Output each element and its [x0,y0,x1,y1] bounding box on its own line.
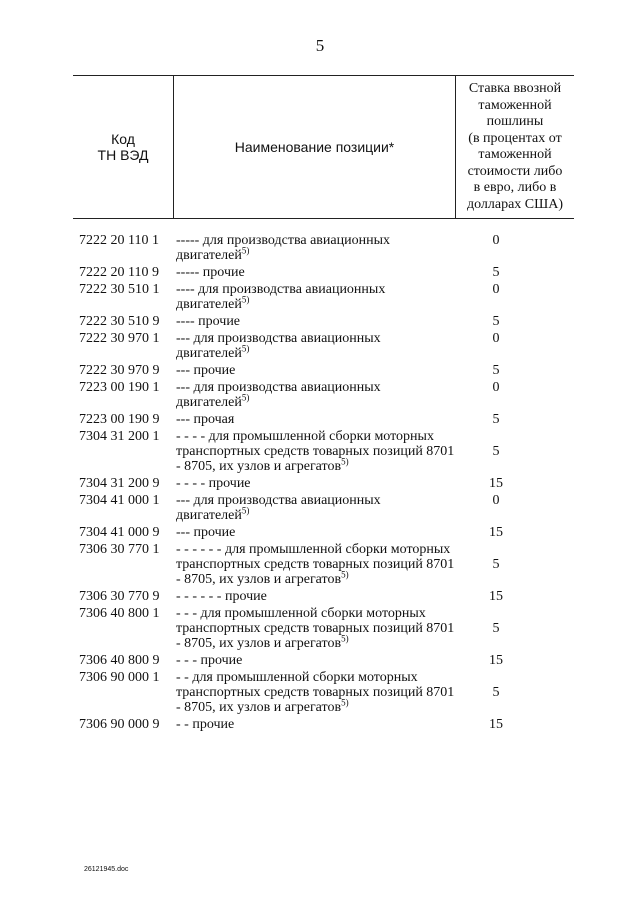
row-code: 7304 31 200 9 [79,476,160,491]
row-name-text: - - - прочие [176,653,243,668]
row-code: 7304 31 200 1 [79,429,160,444]
row-rate: 15 [489,653,503,668]
table-row [0,606,640,651]
row-rate: 15 [489,717,503,732]
row-name [176,542,456,587]
row-name [176,493,456,523]
row-name-text: --- для производства авиационных двигателей [176,331,381,361]
row-code: 7304 41 000 9 [79,525,160,540]
row-name-text: --- для производства авиационных двигателей [176,380,381,410]
table-row [0,493,640,523]
row-rate: 0 [492,233,500,248]
row-rate: 5 [492,363,500,378]
row-name [176,282,456,312]
row-name [176,653,456,668]
footnote-marker: 5) [241,505,250,516]
row-code: 7223 00 190 9 [79,412,160,427]
row-code: 7306 90 000 1 [79,670,160,685]
row-name-text: - - - - - - прочие [176,589,267,604]
row-rate: 15 [489,476,503,491]
table-row [0,363,640,378]
row-rate: 0 [492,331,500,346]
row-rate: 15 [489,525,503,540]
row-name [176,717,456,732]
row-code: 7223 00 190 1 [79,380,160,395]
footer-file-name: 26121945.doc [84,866,129,873]
row-name-text: - - для промышленной сборки моторных транспортных средств товарных позиций 8701 - 8705, их узлов и агрегатов [176,670,455,715]
row-name-text: ---- для производства авиационных двигателей [176,282,386,312]
table-row [0,670,640,715]
table-row [0,717,640,732]
row-rate: 0 [492,282,500,297]
row-rate: 15 [489,589,503,604]
table-row [0,380,640,410]
table-row [0,525,640,540]
row-name-text: - - - - для промышленной сборки моторных транспортных средств товарных позиций 8701 - 8705, их узлов и агрегатов [176,429,455,474]
row-name-text: ----- для производства авиационных двигателей [176,233,390,263]
row-name [176,670,456,715]
row-code: 7222 30 510 1 [79,282,160,297]
header-bottom-rule [73,218,574,219]
row-code: 7306 40 800 9 [79,653,160,668]
row-code: 7306 30 770 9 [79,589,160,604]
row-name-text: - - - для промышленной сборки моторных транспортных средств товарных позиций 8701 - 8705, их узлов и агрегатов [176,606,455,651]
row-rate: 0 [492,493,500,508]
table-row [0,542,640,587]
footnote-marker: 5) [341,697,349,708]
table-row [0,429,640,474]
row-name-text: ----- прочие [176,265,245,280]
row-name [176,331,456,361]
row-name-text: --- прочие [176,525,236,540]
row-name [176,589,456,604]
table-row [0,314,640,329]
footnote-marker: 5) [241,294,250,305]
row-name-text: --- прочая [176,412,235,427]
row-name [176,265,456,280]
footnote-marker: 5) [241,392,250,403]
row-code: 7222 20 110 9 [79,265,159,280]
footnote-marker: 5) [241,245,250,256]
row-code: 7304 41 000 1 [79,493,160,508]
row-rate: 5 [492,265,500,280]
table-row [0,282,640,312]
footnote-marker: 5) [241,343,250,354]
table-row [0,233,640,263]
row-name-text: - - - - - - для промышленной сборки моторных транспортных средств товарных позиций 8701 - 8705, их узлов и агрегатов [176,542,455,587]
row-rate: 5 [492,621,500,636]
header-name-column: Наименование позиции* [234,138,395,155]
footnote-marker: 5) [341,456,349,467]
row-name-text: ---- прочие [176,314,241,329]
table-row [0,653,640,668]
header-rate-column: Ставка ввозной таможенной пошлины (в процентах от таможенной стоимости либо в евро, либо в долларах США) [466,81,564,212]
tariff-table-body [0,233,640,734]
footnote-marker: 5) [341,569,349,580]
table-row [0,265,640,280]
row-code: 7306 90 000 9 [79,717,160,732]
row-name-text: - - прочие [176,717,235,732]
row-name-text: --- для производства авиационных двигателей [176,493,381,523]
row-name [176,429,456,474]
row-rate: 5 [492,557,500,572]
row-code: 7222 20 110 1 [79,233,159,248]
row-name-text: --- прочие [176,363,236,378]
row-name [176,606,456,651]
row-name [176,314,456,329]
row-name [176,476,456,491]
row-rate: 5 [492,314,500,329]
table-row [0,331,640,361]
row-name-text: - - - - прочие [176,476,251,491]
page-number: 5 [315,36,325,55]
header-code-column: Код ТН ВЭД [97,130,149,163]
row-code: 7222 30 510 9 [79,314,160,329]
row-code: 7222 30 970 9 [79,363,160,378]
row-name [176,233,456,263]
table-row [0,589,640,604]
footnote-marker: 5) [341,633,349,644]
row-name [176,525,456,540]
row-name [176,412,456,427]
table-row [0,476,640,491]
row-name [176,380,456,410]
row-name [176,363,456,378]
row-code: 7306 30 770 1 [79,542,160,557]
row-rate: 0 [492,380,500,395]
row-code: 7306 40 800 1 [79,606,160,621]
row-rate: 5 [492,412,500,427]
row-rate: 5 [492,685,500,700]
row-code: 7222 30 970 1 [79,331,160,346]
table-row [0,412,640,427]
row-rate: 5 [492,444,500,459]
